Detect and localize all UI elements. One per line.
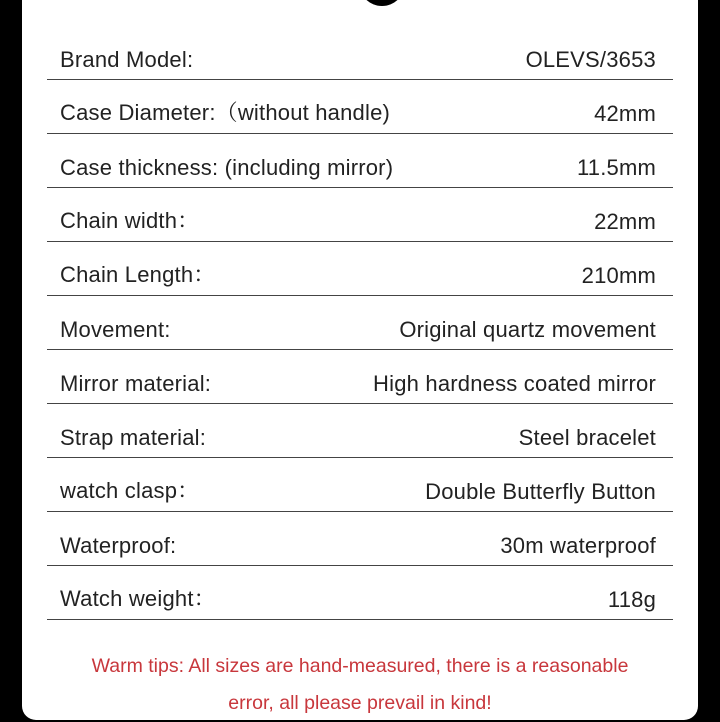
spec-row xyxy=(47,566,673,620)
spec-label: watch clasp： xyxy=(60,478,200,503)
spec-value: High hardness coated mirror xyxy=(373,371,656,396)
spec-table xyxy=(47,28,673,620)
warm-tips xyxy=(22,648,698,722)
spec-label: Brand Model: xyxy=(60,47,194,72)
spec-value: 22mm xyxy=(594,209,656,234)
spec-value: 118g xyxy=(607,587,656,612)
spec-value: 30m waterproof xyxy=(500,533,656,558)
spec-row xyxy=(47,134,673,188)
spec-value: Steel bracelet xyxy=(518,425,656,450)
tips-line-1: Warm tips: All sizes are hand-measured, there is a reasonable xyxy=(91,655,629,677)
spec-row xyxy=(47,404,673,458)
spec-label: Chain Length： xyxy=(60,262,216,287)
spec-value: Double Butterfly Button xyxy=(425,479,656,504)
spec-label: Movement: xyxy=(60,317,171,342)
spec-label: Case thickness: (including mirror) xyxy=(60,155,394,180)
spec-row xyxy=(47,188,673,242)
spec-label: Watch weight： xyxy=(60,586,216,611)
spec-row xyxy=(47,80,673,134)
spec-row xyxy=(47,28,673,80)
spec-value: 42mm xyxy=(594,101,656,126)
spec-label: Mirror material: xyxy=(60,371,212,396)
decorative-shape xyxy=(359,0,405,6)
spec-row xyxy=(47,350,673,404)
spec-value: OLEVS/3653 xyxy=(525,47,656,72)
spec-label: Waterproof: xyxy=(60,533,177,558)
spec-label: Strap material: xyxy=(60,425,207,450)
tips-line-2: error, all please prevail in kind! xyxy=(228,692,492,714)
spec-value: Original quartz movement xyxy=(399,317,656,342)
spec-row xyxy=(47,458,673,512)
spec-label: Case Diameter:（without handle) xyxy=(60,100,391,125)
spec-value: 11.5mm xyxy=(576,155,656,180)
spec-label: Chain width： xyxy=(60,208,200,233)
spec-row xyxy=(47,296,673,350)
spec-row xyxy=(47,512,673,566)
spec-row xyxy=(47,242,673,296)
spec-value: 210mm xyxy=(581,263,656,288)
